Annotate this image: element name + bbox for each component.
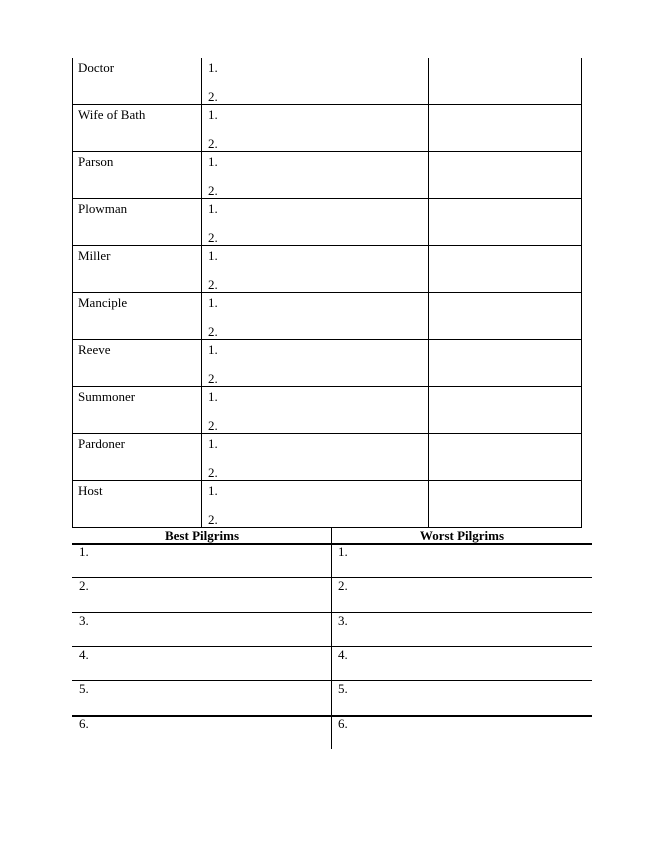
pilgrim-name: Wife of Bath (73, 105, 202, 152)
trait-number-1: 1. (208, 107, 218, 122)
best-pilgrim-entry[interactable]: 5. (79, 681, 89, 696)
pilgrim-traits-cell[interactable] (202, 434, 429, 481)
pilgrim-name: Miller (73, 246, 202, 293)
worst-pilgrim-entry[interactable]: 3. (338, 613, 348, 628)
row-divider (72, 577, 592, 578)
pilgrim-traits-cell[interactable] (202, 58, 429, 105)
best-pilgrim-entry[interactable]: 1. (79, 544, 89, 559)
pilgrim-row (73, 387, 582, 434)
trait-number-2: 2. (208, 418, 218, 433)
pilgrim-table (72, 58, 582, 528)
best-pilgrim-entry[interactable]: 4. (79, 647, 89, 662)
trait-number-2: 2. (208, 136, 218, 151)
worst-pilgrim-entry[interactable]: 2. (338, 578, 348, 593)
pilgrim-traits-cell[interactable] (202, 105, 429, 152)
trait-number-2: 2. (208, 277, 218, 292)
worst-pilgrim-entry[interactable]: 1. (338, 544, 348, 559)
trait-number-1: 1. (208, 483, 218, 498)
pilgrim-name: Manciple (73, 293, 202, 340)
row-divider (72, 646, 592, 647)
trait-number-1: 1. (208, 342, 218, 357)
pilgrim-traits-cell[interactable] (202, 293, 429, 340)
pilgrim-row (73, 152, 582, 199)
pilgrim-traits-cell[interactable] (202, 481, 429, 528)
row-divider (72, 680, 592, 681)
pilgrim-traits-cell[interactable] (202, 246, 429, 293)
trait-number-2: 2. (208, 183, 218, 198)
best-pilgrims-header: Best Pilgrims (164, 528, 239, 543)
pilgrim-notes-cell[interactable] (429, 246, 582, 293)
best-pilgrim-entry[interactable]: 2. (79, 578, 89, 593)
trait-number-2: 2. (208, 230, 218, 245)
trait-number-2: 2. (208, 371, 218, 386)
pilgrim-notes-cell[interactable] (429, 481, 582, 528)
pilgrim-name: Summoner (73, 387, 202, 434)
pilgrim-notes-cell[interactable] (429, 152, 582, 199)
worst-pilgrims-header: Worst Pilgrims (419, 528, 505, 543)
pilgrim-traits-cell[interactable] (202, 152, 429, 199)
pilgrim-name: Parson (73, 152, 202, 199)
pilgrim-name: Pardoner (73, 434, 202, 481)
pilgrim-row (73, 340, 582, 387)
pilgrim-name: Host (73, 481, 202, 528)
best-pilgrim-entry[interactable]: 3. (79, 613, 89, 628)
best-worst-table (72, 528, 592, 749)
pilgrim-row (73, 293, 582, 340)
pilgrim-row (73, 105, 582, 152)
pilgrim-row (73, 434, 582, 481)
pilgrim-row (73, 246, 582, 293)
pilgrim-name: Doctor (73, 58, 202, 105)
pilgrim-notes-cell[interactable] (429, 340, 582, 387)
pilgrim-notes-cell[interactable] (429, 105, 582, 152)
trait-number-1: 1. (208, 389, 218, 404)
trait-number-2: 2. (208, 512, 218, 527)
trait-number-2: 2. (208, 465, 218, 480)
pilgrim-row (73, 58, 582, 105)
trait-number-1: 1. (208, 436, 218, 451)
worst-pilgrim-entry[interactable]: 5. (338, 681, 348, 696)
pilgrim-table-body (73, 58, 582, 528)
best-pilgrim-entry[interactable]: 6. (79, 716, 89, 731)
pilgrim-notes-cell[interactable] (429, 58, 582, 105)
worst-pilgrim-entry[interactable]: 4. (338, 647, 348, 662)
trait-number-1: 1. (208, 154, 218, 169)
worst-pilgrim-entry[interactable]: 6. (338, 716, 348, 731)
row-divider (72, 543, 592, 545)
pilgrim-row (73, 481, 582, 528)
pilgrim-notes-cell[interactable] (429, 387, 582, 434)
row-divider (72, 715, 592, 717)
pilgrim-notes-cell[interactable] (429, 434, 582, 481)
pilgrim-row (73, 199, 582, 246)
trait-number-1: 1. (208, 248, 218, 263)
pilgrim-traits-cell[interactable] (202, 340, 429, 387)
pilgrim-notes-cell[interactable] (429, 199, 582, 246)
trait-number-1: 1. (208, 201, 218, 216)
trait-number-1: 1. (208, 295, 218, 310)
row-divider (72, 612, 592, 613)
pilgrim-name: Reeve (73, 340, 202, 387)
trait-number-2: 2. (208, 324, 218, 339)
trait-number-2: 2. (208, 89, 218, 104)
trait-number-1: 1. (208, 60, 218, 75)
pilgrim-notes-cell[interactable] (429, 293, 582, 340)
pilgrim-name: Plowman (73, 199, 202, 246)
pilgrim-traits-cell[interactable] (202, 387, 429, 434)
pilgrim-traits-cell[interactable] (202, 199, 429, 246)
